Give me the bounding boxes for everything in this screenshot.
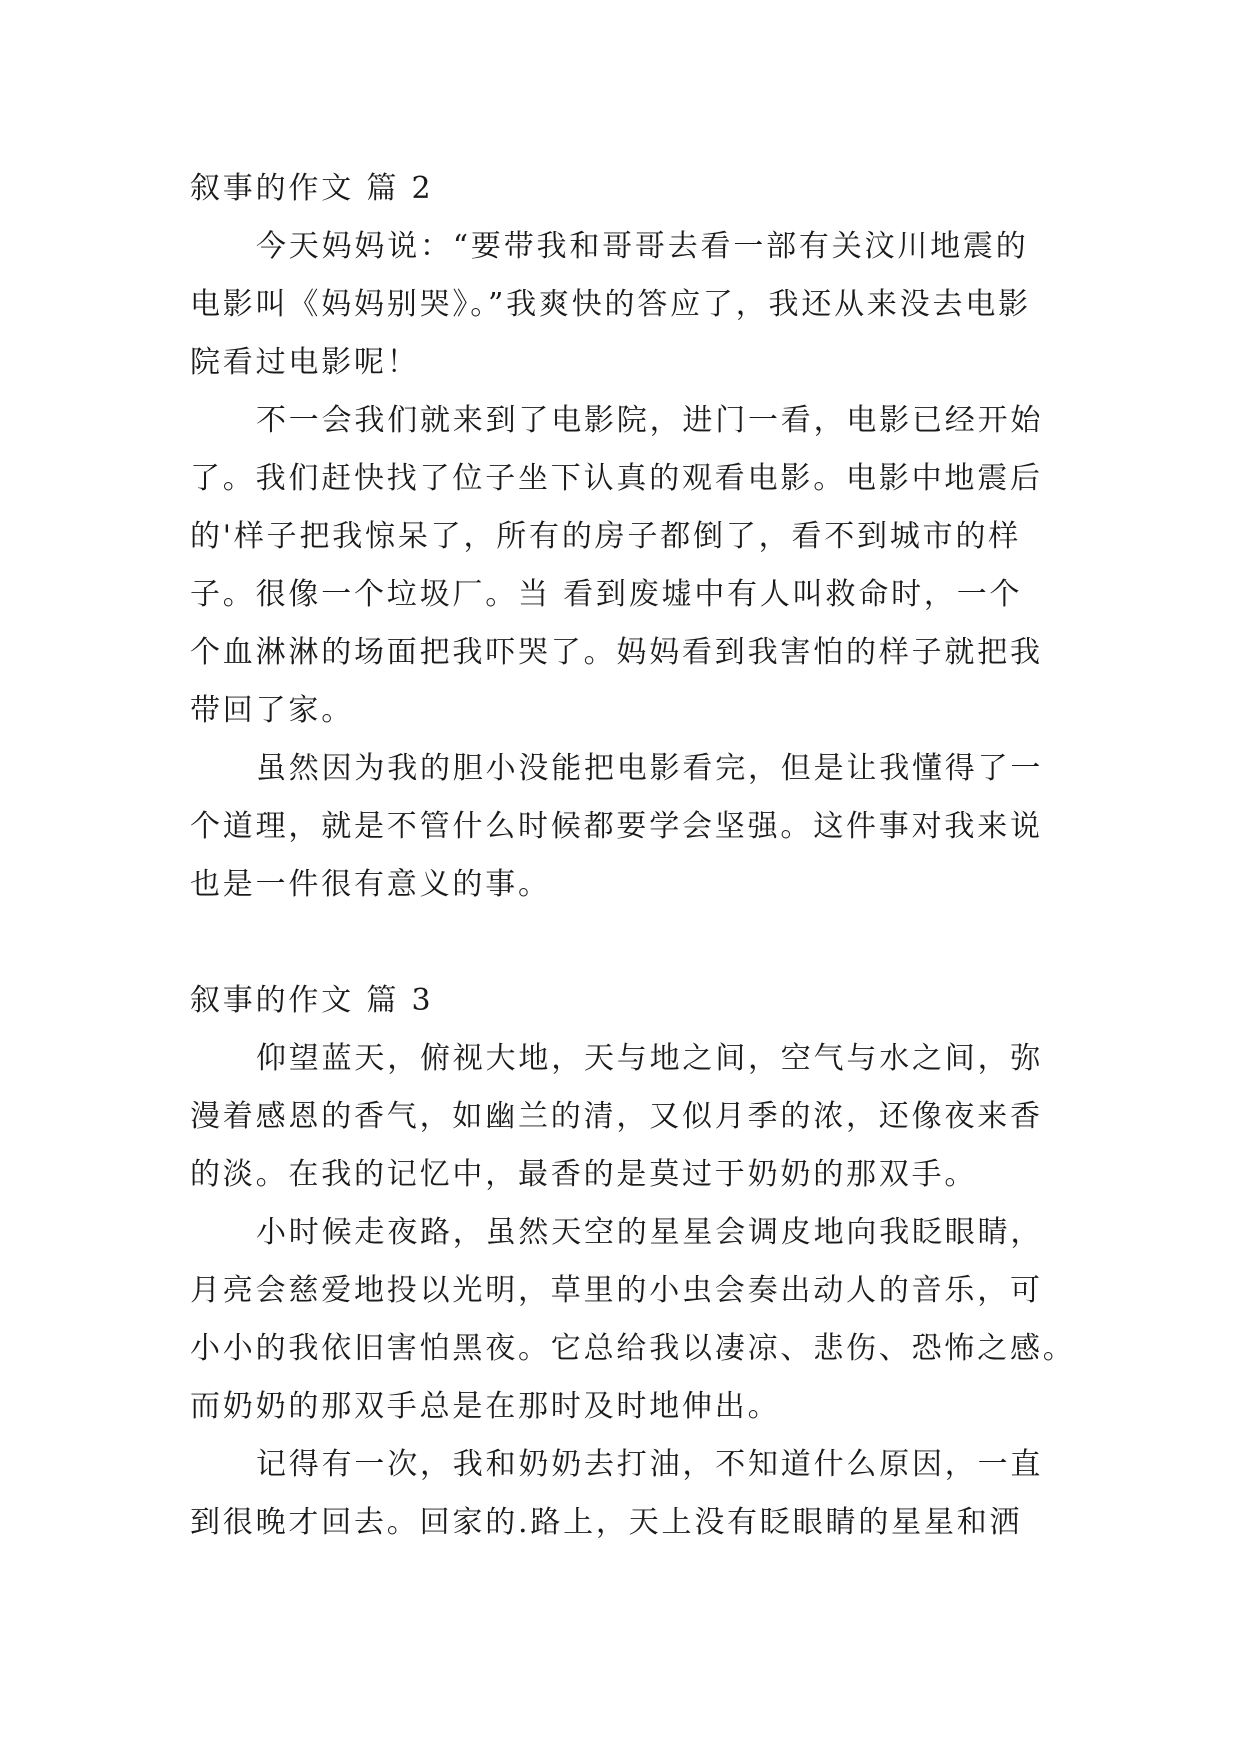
text-line: 今天妈妈说：“要带我和哥哥去看一部有关汶川地震的 [256,229,1029,264]
document-page [190,160,1076,1552]
essay-section-3 [190,972,1076,1552]
text-line: 小小的我依旧害怕黑夜。它总给我以凄凉、悲伤、恐怖之感。 [190,1331,1076,1366]
text-line: 小时候走夜路，虽然天空的星星会调皮地向我眨眼睛， [256,1215,1044,1250]
text-line: 记得有一次，我和奶奶去打油，不知道什么原因，一直 [256,1447,1044,1482]
paragraph [190,1436,1050,1552]
text-line: 也是一件很有意义的事。 [190,867,551,902]
text-line: 了。我们赶快找了位子坐下认真的观看电影。电影中地震后 [190,461,1043,496]
text-line: 子。很像一个垃圾厂。当 看到废墟中有人叫救命时，一个 [190,577,1023,612]
text-line: 个道理，就是不管什么时候都要学会坚强。这件事对我来说 [190,809,1043,844]
paragraph [190,1204,1076,1436]
text-line: 而奶奶的那双手总是在那时及时地伸出。 [190,1389,781,1424]
section-heading: 叙事的作文 篇 3 [190,983,434,1018]
paragraph [190,1030,1050,1204]
paragraph [190,740,1050,914]
text-line: 仰望蓝天，俯视大地，天与地之间，空气与水之间，弥 [256,1041,1044,1076]
text-line: 院看过电影呢！ [190,345,420,380]
text-line: 个血淋淋的场面把我吓哭了。妈妈看到我害怕的样子就把我 [190,635,1043,670]
paragraph [190,218,1050,392]
text-line: 到很晚才回去。回家的.路上，天上没有眨眼睛的星星和洒 [190,1505,1023,1540]
text-line: 的淡。在我的记忆中，最香的是莫过于奶奶的那双手。 [190,1157,978,1192]
text-line: 不一会我们就来到了电影院，进门一看，电影已经开始 [256,403,1044,438]
essay-section-2 [190,160,1050,914]
paragraph [190,392,1050,740]
text-line: 电影叫《妈妈别哭》。”我爽快的答应了，我还从来没去电影 [190,287,1031,322]
text-line: 的'样子把我惊呆了，所有的房子都倒了，看不到城市的样 [190,519,1022,554]
section-heading: 叙事的作文 篇 2 [190,171,434,206]
text-line: 月亮会慈爱地投以光明，草里的小虫会奏出动人的音乐，可 [190,1273,1043,1308]
text-line: 漫着感恩的香气，如幽兰的清，又似月季的浓，还像夜来香 [190,1099,1043,1134]
text-line: 虽然因为我的胆小没能把电影看完，但是让我懂得了一 [256,751,1044,786]
text-line: 带回了家。 [190,693,354,728]
